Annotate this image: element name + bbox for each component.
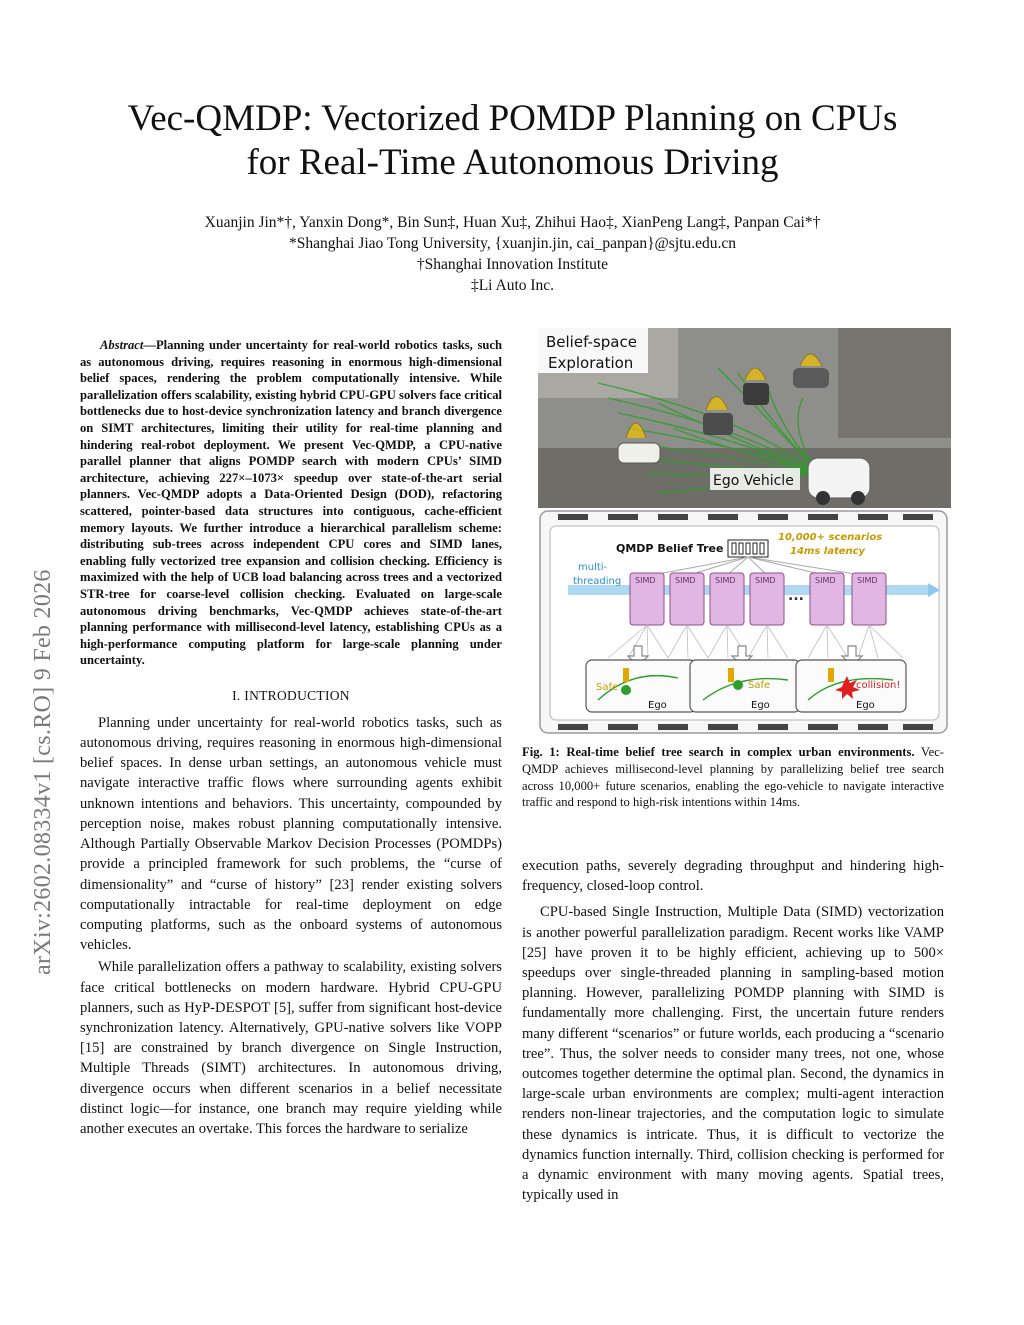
label-qmdp-belief-tree: QMDP Belief Tree [616, 542, 724, 555]
simd-label-3: SIMD [715, 576, 736, 585]
simd-unit-3 [710, 573, 744, 625]
ego-label-1: Ego [648, 700, 667, 711]
title-line-1: Vec-QMDP: Vectorized POMDP Planning on CPUs [127, 98, 898, 139]
simd-label-1: SIMD [635, 576, 656, 585]
simd-label-2: SIMD [675, 576, 696, 585]
abstract [80, 337, 502, 669]
label-threading: threading [573, 576, 622, 587]
author-names: Xuanjin Jin*†, Yanxin Dong*, Bin Sun‡, Huan Xu‡, Zhihui Hao‡, XianPeng Lang‡, Panpan Cai*† [204, 214, 821, 231]
scenario-batch-icon [728, 540, 768, 557]
label-belief-space: Belief-space [546, 333, 637, 351]
abstract-label: Abstract [100, 338, 144, 352]
intro-paragraph-1: Planning under uncertainty for real-world robotics tasks, such as autonomous driving, requires reasoning in enormous high-dimensional belief spaces. In dense urban settings, an autonomous vehicle must navigate interactive traffic flows where surrounding agents exhibit unknown intentions and behaviors. This uncertainty, compounded by perception noise, makes robust planning computationally intensive. Although Partially Observable Markov Decision Processes (POMDPs) provide a principled framework for such problems, the “curse of dimensionality” and “curse of history” [23] render existing solvers computationally intractable for real-time deployment on edge computing platforms, such as the onboard systems of autonomous vehicles. [80, 714, 502, 954]
outcome-panel-1 [586, 660, 696, 712]
affiliation-sii: †Shanghai Innovation Institute [416, 256, 609, 273]
label-multi: multi- [578, 562, 608, 573]
outcome-label-1: Safe [596, 682, 619, 693]
right-column [522, 856, 944, 1205]
outcome-panel-3 [796, 660, 906, 712]
intro-paragraph-2-continued: execution paths, severely degrading throughput and hindering high-frequency, closed-loop control. [522, 858, 944, 895]
simd-unit-1 [630, 573, 664, 625]
outcome-label-2: Safe [748, 680, 771, 691]
left-column [80, 337, 502, 1139]
outcome-label-3: collision! [856, 680, 901, 691]
simd-label-4: SIMD [755, 576, 776, 585]
affiliation-sjtu: *Shanghai Jiao Tong University, {xuanjin.jin, cai_panpan}@sjtu.edu.cn [289, 235, 736, 252]
paper-title [60, 97, 965, 185]
caption-text: Vec-QMDP achieves millisecond-level planning by parallelizing belief tree search across 10,000+ future scenarios, enabling the ego-vehicle to navigate interactive traffic and respond to high-risk intentions within 14ms. [522, 745, 944, 810]
section-heading-introduction: I. INTRODUCTION [232, 687, 350, 703]
intro-paragraph-2: While parallelization offers a pathway to scalability, existing solvers face critical bottlenecks on modern hardware. Hybrid CPU-GPU planners, such as HyP-DESPOT [5], suffer from significant host-device synchronization latency. Alternatively, GPU-native solvers like VOPP [15] are constrained by branch divergence on Single Instruction, Multiple Threads (SIMT) architectures. In autonomous driving, divergence occurs when different scenarios in a belief necessitate distinct logic—for instance, one branch may require yielding while another executes an overtake. This forces the hardware to serialize [80, 959, 502, 1137]
simd-unit-4 [750, 573, 784, 625]
ego-label-2: Ego [751, 700, 770, 711]
label-ego-vehicle: Ego Vehicle [713, 473, 794, 489]
outcome-panel-2 [690, 660, 800, 712]
caption-label: Fig. 1: Real-time belief tree search in complex urban environments. [522, 745, 915, 759]
simd-unit-2 [670, 573, 704, 625]
arxiv-identifier: arXiv:2602.08334v1 [cs.RO] 9 Feb 2026 [30, 569, 56, 975]
figure-1-caption [522, 744, 944, 811]
simd-ellipsis: ... [788, 588, 804, 604]
intro-paragraph-3: CPU-based Single Instruction, Multiple Data (SIMD) vectorization is another powerful parallelization paradigm. Recent works like VAMP [25] have proven it to be highly efficient, achieving up to 500× speedups over single-threaded planning in sampling-based motion planning. However, parallelizing POMDP planning with SIMD is fundamentally more challenging. First, the uncertain future renders many different “scenarios” or future worlds, each producing a “scenario tree”. Thus, the solver needs to consider many trees, not one, whose outcomes together determine the optimal plan. Second, the dynamics in large-scale urban environments are complex; multi-agent interaction renders non-linear trajectories, and the computation logic to simulate these dynamics is intricate. Thus, it is difficult to vectorize the dynamics function internally. Third, collision checking is performed for a dynamic environment with many moving agents. Spatial trees, typically used in [522, 904, 944, 1204]
label-latency: 14ms latency [790, 546, 866, 557]
figure-1-graphic [538, 328, 951, 736]
figure-1 [538, 328, 951, 736]
title-line-2: for Real-Time Autonomous Driving [246, 142, 779, 183]
simd-unit-5 [810, 573, 844, 625]
ego-label-3: Ego [856, 700, 875, 711]
abstract-text: —Planning under uncertainty for real-world robotics tasks, such as autonomous driving, requires reasoning in enormous high-dimensional belief spaces, rendering the problem computationally intensive. While parallelization offers scalability, existing hybrid CPU-GPU solvers face critical bottlenecks due to host-device synchronization latency and branch divergence on SIMT architectures, limiting their utility for real-time planning and hindering real-robot deployment. We present Vec-QMDP, a CPU-native parallel planner that aligns POMDP search with modern CPUs’ SIMD architecture, achieving 227×–1073× speedup over state-of-the-art serial planners. Vec-QMDP adopts a Data-Oriented Design (DOD), refactoring scattered, pointer-based data structures into contiguous, cache-efficient memory layouts. We further introduce a hierarchical parallelism scheme: distributing sub-trees across independent CPU cores and SIMD lanes, enabling fully vectorized tree expansion and collision checking. Efficiency is maximized with the help of UCB load balancing across trees and a vectorized STR-tree for coarse-level collision checking. Evaluated on large-scale autonomous driving benchmarks, Vec-QMDP achieves state-of-the-art planning performance with millisecond-level latency, establishing CPUs as a high-performance computing platform for large-scale planning under uncertainty. [80, 338, 502, 668]
simd-unit-6 [852, 573, 886, 625]
simd-label-6: SIMD [857, 576, 878, 585]
label-exploration: Exploration [548, 354, 634, 372]
label-scenarios: 10,000+ scenarios [778, 532, 883, 543]
ego-vehicle [808, 458, 870, 505]
author-block [60, 212, 965, 296]
affiliation-li-auto: ‡Li Auto Inc. [470, 277, 555, 294]
simd-label-5: SIMD [815, 576, 836, 585]
